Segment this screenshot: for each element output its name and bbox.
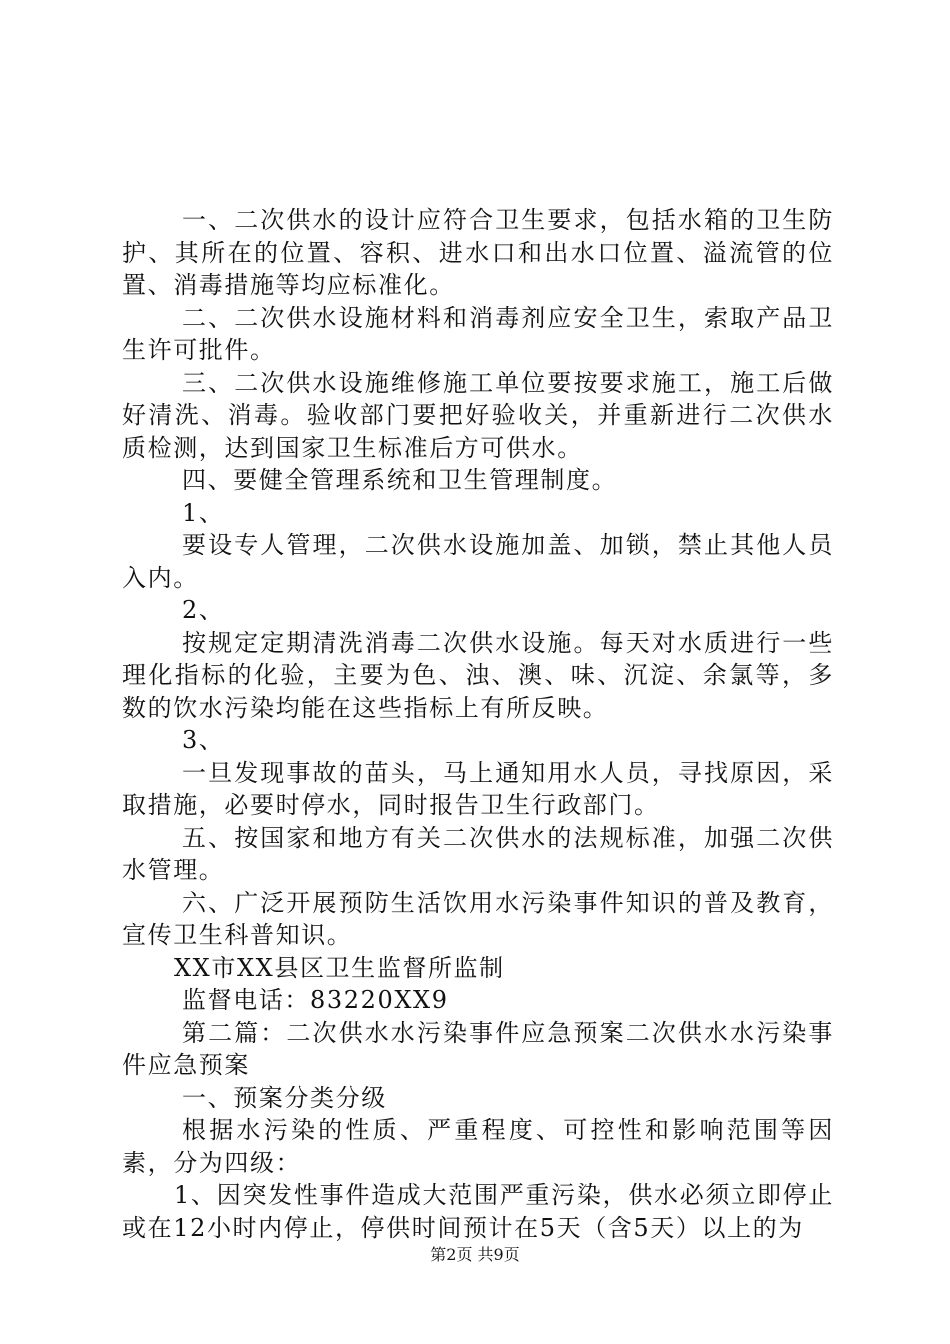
- paragraph-classification-intro: 根据水污染的性质、严重程度、可控性和影响范围等因素，分为四级：: [122, 1116, 834, 1177]
- hotline-line: 监督电话：83220XX9: [182, 986, 449, 1014]
- paragraph-section-2: 二、二次供水设施材料和消毒剂应安全卫生，索取产品卫生许可批件。: [122, 303, 834, 364]
- paragraph-section-3: 三、二次供水设施维修施工单位要按要求施工，施工后做好清洗、消毒。验收部门要把好验收关，并重新进行二次供水质检测，达到国家卫生标准后方可供水。: [122, 368, 834, 462]
- list-number-3: 3、: [182, 726, 225, 754]
- page-number-footer: 第2页 共9页: [430, 1245, 520, 1264]
- chapter-two-title: 第二篇：二次供水水污染事件应急预案二次供水水污染事件应急预案: [122, 1018, 834, 1079]
- heading-classification: 一、预案分类分级: [182, 1083, 387, 1112]
- paragraph-level-1: 1、因突发性事件造成大范围严重污染，供水必须立即停止或在12小时内停止，停供时间预计在5天（含5天）以上的为: [122, 1181, 834, 1242]
- paragraph-item-1: 要设专人管理，二次供水设施加盖、加锁，禁止其他人员入内。: [122, 531, 834, 592]
- paragraph-section-4: 四、要健全管理系统和卫生管理制度。: [182, 466, 618, 494]
- list-number-2: 2、: [182, 596, 225, 624]
- paragraph-section-5: 五、按国家和地方有关二次供水的法规标准，加强二次供水管理。: [122, 823, 834, 884]
- paragraph-item-2: 按规定定期清洗消毒二次供水设施。每天对水质进行一些理化指标的化验，主要为色、浊、澳、味、沉淀、余氯等，多数的饮水污染均能在这些指标上有所反映。: [122, 628, 834, 722]
- list-number-1: 1、: [182, 498, 225, 527]
- document-body: [122, 204, 834, 1244]
- issuer-line: XX市XX县区卫生监督所监制: [174, 953, 505, 982]
- paragraph-section-1: 一、二次供水的设计应符合卫生要求，包括水箱的卫生防护、其所在的位置、容积、进水口和出水口位置、溢流管的位置、消毒措施等均应标准化。: [122, 206, 834, 299]
- paragraph-section-6: 六、广泛开展预防生活饮用水污染事件知识的普及教育，宣传卫生科普知识。: [122, 888, 834, 949]
- paragraph-item-3: 一旦发现事故的苗头，马上通知用水人员，寻找原因，采取措施，必要时停水，同时报告卫生行政部门。: [122, 758, 834, 819]
